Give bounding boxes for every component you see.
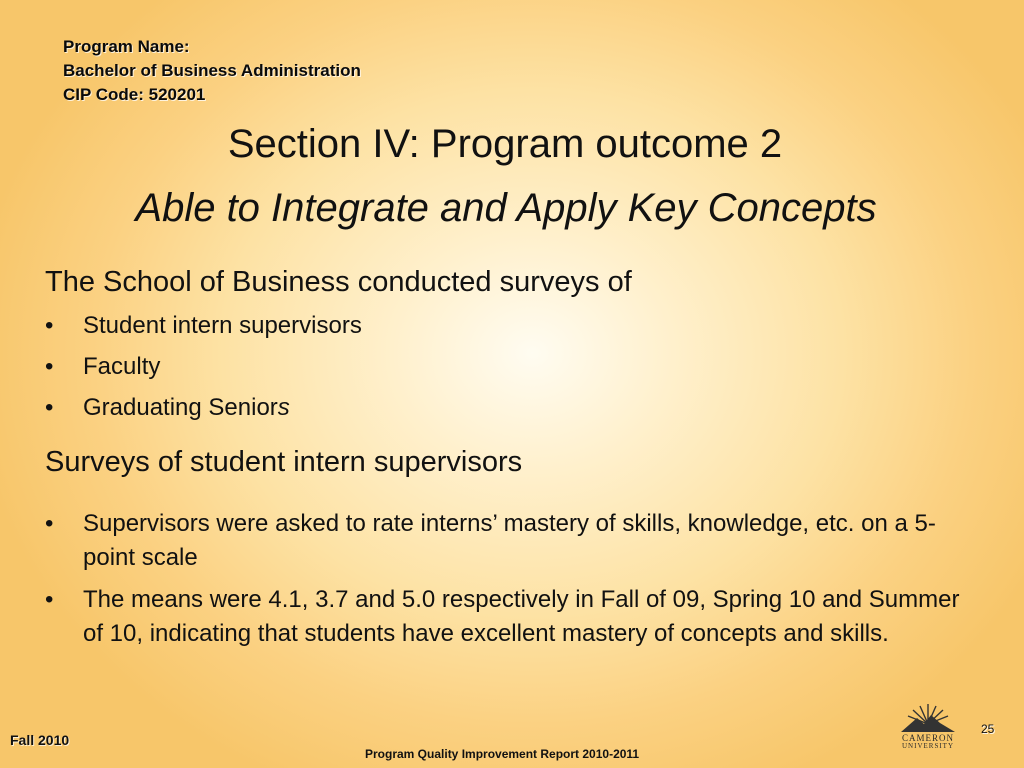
list-item-suffix: s	[277, 394, 290, 421]
list-item	[45, 583, 975, 651]
list-item-text: The means were 4.1, 3.7 and 5.0 respectively in Fall of 09, Spring 10 and Summer of 10, indicating that students have excellent mastery of concepts and skills.	[83, 586, 960, 647]
logo-subtitle: UNIVERSITY	[902, 742, 954, 750]
section-title: Section IV: Program outcome 2	[227, 122, 783, 166]
list-item-text: Supervisors were asked to rate interns’ mastery of skills, knowledge, etc. on a 5-point scale	[83, 510, 936, 571]
supervisor-surveys-heading: Surveys of student intern supervisors	[45, 446, 523, 478]
sunburst-mountain-icon	[893, 700, 963, 734]
supervisor-survey-details	[45, 507, 975, 659]
program-degree: Bachelor of Business Administration	[63, 61, 361, 80]
list-item	[45, 393, 362, 434]
bullet-icon: •	[45, 586, 54, 613]
program-name-label: Program Name:	[63, 37, 190, 56]
cameron-university-logo	[893, 700, 963, 750]
list-item	[45, 507, 975, 575]
bullet-icon: •	[45, 312, 54, 339]
intro-heading: The School of Business conducted surveys of	[45, 266, 632, 298]
bullet-icon: •	[45, 394, 54, 421]
logo-name: CAMERON	[901, 733, 954, 743]
bullet-icon: •	[45, 353, 54, 380]
list-item-text: Graduating Senior	[83, 394, 278, 421]
page-number: 25	[981, 722, 995, 736]
surveyed-groups-list	[45, 311, 362, 434]
list-item	[45, 352, 362, 393]
bullet-icon: •	[45, 510, 54, 537]
footer-report-title: Program Quality Improvement Report 2010-2011	[365, 747, 640, 761]
list-item-text: Student intern supervisors	[83, 312, 362, 339]
program-info	[63, 35, 361, 107]
cip-code: CIP Code: 520201	[63, 85, 206, 104]
footer-term: Fall 2010	[10, 732, 70, 748]
section-subtitle: Able to Integrate and Apply Key Concepts	[135, 186, 877, 230]
list-item	[45, 311, 362, 352]
list-item-text: Faculty	[83, 353, 161, 380]
